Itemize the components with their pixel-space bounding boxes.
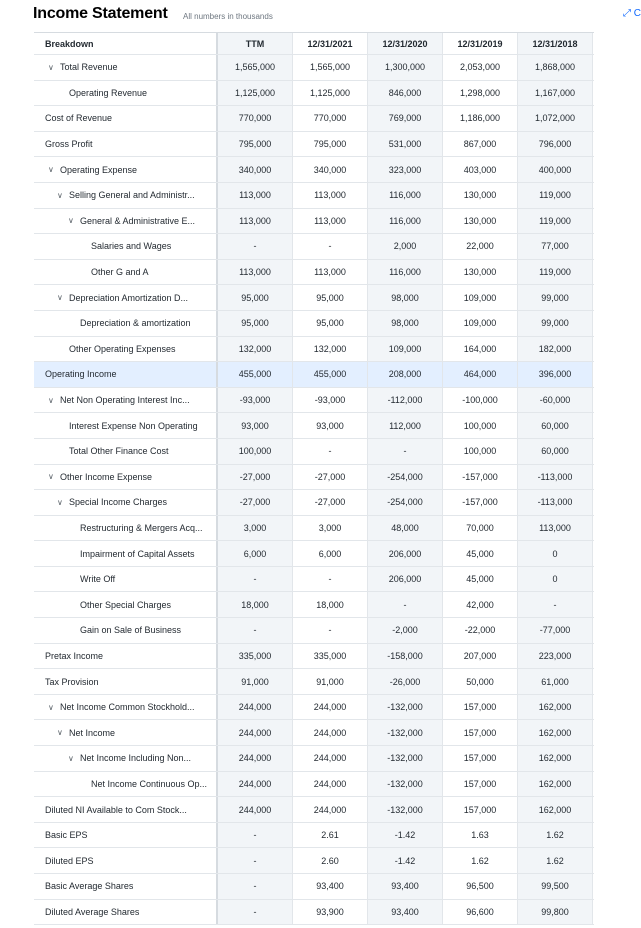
row-label-text: Gain on Sale of Business: [80, 625, 182, 636]
value-cell: 18,000: [218, 592, 293, 617]
value-cell: 2,000: [368, 234, 443, 259]
table-row: [34, 874, 594, 900]
row-label: [34, 439, 218, 464]
value-cell: 157,000: [443, 772, 518, 797]
value-cell: 208,000: [368, 362, 443, 387]
row-label-text: Diluted EPS: [45, 855, 94, 866]
value-cell: 162,000: [518, 695, 593, 720]
value-cell: 1,072,000: [518, 106, 593, 131]
value-cell: 22,000: [443, 234, 518, 259]
row-label-text: Tax Provision: [45, 676, 99, 687]
chevron-down-icon[interactable]: ∨: [68, 753, 74, 763]
value-cell: 162,000: [518, 746, 593, 771]
value-cell: 244,000: [218, 720, 293, 745]
row-label: [34, 823, 218, 848]
row-label-text: Cost of Revenue: [45, 113, 113, 124]
value-cell: -113,000: [518, 465, 593, 490]
value-cell: 244,000: [218, 797, 293, 822]
value-cell: 112,000: [368, 413, 443, 438]
value-cell: 1,298,000: [443, 81, 518, 106]
value-cell: 130,000: [443, 183, 518, 208]
value-cell: 1,565,000: [218, 55, 293, 80]
value-cell: 464,000: [443, 362, 518, 387]
value-cell: 1.62: [518, 848, 593, 873]
value-cell: 1.62: [443, 848, 518, 873]
value-cell: -26,000: [368, 669, 443, 694]
value-cell: 119,000: [518, 260, 593, 285]
value-cell: -113,000: [518, 490, 593, 515]
table-row: [34, 746, 594, 772]
value-cell: 6,000: [218, 541, 293, 566]
value-cell: 0: [518, 541, 593, 566]
value-cell: 99,800: [518, 900, 593, 925]
table-row: [34, 132, 594, 158]
value-cell: 867,000: [443, 132, 518, 157]
value-cell: 6,000: [293, 541, 368, 566]
value-cell: 0: [518, 567, 593, 592]
value-cell: 795,000: [218, 132, 293, 157]
row-label: [34, 337, 218, 362]
value-cell: 95,000: [218, 285, 293, 310]
table-row: [34, 823, 594, 849]
income-statement-table: [34, 32, 594, 925]
value-cell: 98,000: [368, 311, 443, 336]
row-label-text: Total Other Finance Cost: [69, 446, 169, 457]
value-cell: 244,000: [293, 797, 368, 822]
value-cell: -27,000: [293, 465, 368, 490]
row-label-expandable[interactable]: [34, 746, 218, 771]
value-cell: 340,000: [293, 157, 368, 182]
value-cell: 91,000: [293, 669, 368, 694]
row-label-text: Gross Profit: [45, 139, 93, 150]
value-cell: 206,000: [368, 541, 443, 566]
row-label-expandable[interactable]: [34, 490, 218, 515]
column-header-2021: 12/31/2021: [293, 33, 368, 54]
table-row: [34, 669, 594, 695]
value-cell: -1.42: [368, 823, 443, 848]
value-cell: -132,000: [368, 797, 443, 822]
value-cell: 109,000: [368, 337, 443, 362]
row-label-text: Write Off: [80, 574, 116, 585]
value-cell: -27,000: [218, 490, 293, 515]
value-cell: 244,000: [293, 746, 368, 771]
value-cell: -: [218, 234, 293, 259]
value-cell: -27,000: [218, 465, 293, 490]
chevron-down-icon[interactable]: ∨: [48, 702, 54, 712]
value-cell: 93,400: [368, 874, 443, 899]
value-cell: 162,000: [518, 797, 593, 822]
value-cell: 93,400: [368, 900, 443, 925]
table-row: [34, 157, 594, 183]
row-label: [34, 592, 218, 617]
table-row: [34, 592, 594, 618]
table-row: [34, 618, 594, 644]
value-cell: -132,000: [368, 772, 443, 797]
value-cell: -132,000: [368, 720, 443, 745]
row-label: [34, 669, 218, 694]
expand-all-button[interactable]: [623, 8, 641, 19]
value-cell: 93,000: [218, 413, 293, 438]
page-title: Income Statement: [33, 5, 168, 22]
row-label-text: Interest Expense Non Operating: [69, 420, 198, 431]
value-cell: -2,000: [368, 618, 443, 643]
value-cell: 113,000: [218, 209, 293, 234]
value-cell: 455,000: [218, 362, 293, 387]
table-row: [34, 388, 594, 414]
row-label: [34, 234, 218, 259]
units-note: All numbers in thousands: [183, 12, 273, 21]
row-label-text: Net Income Continuous Op...: [91, 778, 208, 789]
table-row: [34, 541, 594, 567]
row-label: [34, 413, 218, 438]
expand-all-label: C: [633, 8, 641, 19]
row-label: [34, 516, 218, 541]
value-cell: 96,500: [443, 874, 518, 899]
table-row: [34, 900, 594, 926]
value-cell: -: [368, 592, 443, 617]
value-cell: 130,000: [443, 209, 518, 234]
table-row: [34, 465, 594, 491]
value-cell: -: [368, 439, 443, 464]
value-cell: 531,000: [368, 132, 443, 157]
value-cell: 396,000: [518, 362, 593, 387]
row-label-text: Net Income Including Non...: [80, 753, 192, 764]
table-row: [34, 337, 594, 363]
value-cell: -: [293, 234, 368, 259]
value-cell: 113,000: [293, 209, 368, 234]
row-label-text: Pretax Income: [45, 650, 104, 661]
chevron-down-icon[interactable]: ∨: [57, 293, 63, 303]
value-cell: 796,000: [518, 132, 593, 157]
value-cell: -132,000: [368, 695, 443, 720]
value-cell: 91,000: [218, 669, 293, 694]
value-cell: 18,000: [293, 592, 368, 617]
row-label-text: Net Non Operating Interest Inc...: [60, 395, 190, 406]
row-label: [34, 132, 218, 157]
value-cell: 770,000: [218, 106, 293, 131]
row-label-text: Operating Income: [45, 369, 117, 380]
value-cell: 109,000: [443, 311, 518, 336]
chevron-down-icon[interactable]: ∨: [48, 62, 54, 72]
table-row: [34, 516, 594, 542]
chevron-down-icon[interactable]: ∨: [48, 472, 54, 482]
table-row: [34, 413, 594, 439]
value-cell: 244,000: [218, 772, 293, 797]
value-cell: 113,000: [518, 516, 593, 541]
value-cell: 93,000: [293, 413, 368, 438]
value-cell: 95,000: [293, 311, 368, 336]
value-cell: 1,125,000: [293, 81, 368, 106]
value-cell: 244,000: [218, 695, 293, 720]
value-cell: 132,000: [218, 337, 293, 362]
value-cell: 119,000: [518, 183, 593, 208]
value-cell: -: [293, 618, 368, 643]
value-cell: 99,000: [518, 311, 593, 336]
row-label: [34, 618, 218, 643]
value-cell: 98,000: [368, 285, 443, 310]
row-label: [34, 541, 218, 566]
value-cell: 335,000: [293, 644, 368, 669]
value-cell: -22,000: [443, 618, 518, 643]
value-cell: -: [293, 439, 368, 464]
value-cell: 132,000: [293, 337, 368, 362]
value-cell: -158,000: [368, 644, 443, 669]
value-cell: 1,868,000: [518, 55, 593, 80]
column-header-2020: 12/31/2020: [368, 33, 443, 54]
value-cell: 1,167,000: [518, 81, 593, 106]
value-cell: 113,000: [218, 260, 293, 285]
value-cell: -: [293, 567, 368, 592]
row-label-expandable[interactable]: [34, 465, 218, 490]
value-cell: 95,000: [218, 311, 293, 336]
row-label: [34, 848, 218, 873]
value-cell: 157,000: [443, 695, 518, 720]
value-cell: 99,500: [518, 874, 593, 899]
value-cell: 45,000: [443, 567, 518, 592]
value-cell: -: [218, 900, 293, 925]
value-cell: 93,900: [293, 900, 368, 925]
row-label: [34, 362, 218, 387]
value-cell: 2,053,000: [443, 55, 518, 80]
row-label-text: Basic EPS: [45, 830, 88, 841]
row-label-text: General & Administrative E...: [80, 215, 196, 226]
value-cell: -27,000: [293, 490, 368, 515]
table-row: [34, 848, 594, 874]
row-label: [34, 311, 218, 336]
value-cell: 96,600: [443, 900, 518, 925]
value-cell: 45,000: [443, 541, 518, 566]
value-cell: 70,000: [443, 516, 518, 541]
value-cell: 42,000: [443, 592, 518, 617]
value-cell: -: [218, 567, 293, 592]
column-header-2019: 12/31/2019: [443, 33, 518, 54]
value-cell: 1,186,000: [443, 106, 518, 131]
row-label: [34, 797, 218, 822]
row-label-expandable[interactable]: [34, 183, 218, 208]
table-header-row: [34, 33, 594, 55]
value-cell: 207,000: [443, 644, 518, 669]
row-label-expandable[interactable]: [34, 55, 218, 80]
row-label-text: Net Income Common Stockhold...: [60, 702, 195, 713]
value-cell: -254,000: [368, 465, 443, 490]
value-cell: 3,000: [218, 516, 293, 541]
row-label-text: Basic Average Shares: [45, 881, 134, 892]
row-label: [34, 772, 218, 797]
value-cell: 100,000: [443, 413, 518, 438]
row-label: [34, 900, 218, 925]
row-label-text: Other Special Charges: [80, 599, 172, 610]
value-cell: 50,000: [443, 669, 518, 694]
value-cell: 244,000: [293, 772, 368, 797]
table-row: [34, 439, 594, 465]
value-cell: 157,000: [443, 797, 518, 822]
row-label-expandable[interactable]: [34, 285, 218, 310]
value-cell: 770,000: [293, 106, 368, 131]
row-label-expandable[interactable]: [34, 720, 218, 745]
value-cell: 60,000: [518, 439, 593, 464]
row-label: [34, 644, 218, 669]
value-cell: 93,400: [293, 874, 368, 899]
page-header: [33, 0, 641, 33]
value-cell: 335,000: [218, 644, 293, 669]
row-label-text: Other G and A: [91, 267, 149, 278]
row-label-expandable[interactable]: [34, 388, 218, 413]
value-cell: -1.42: [368, 848, 443, 873]
row-label-text: Depreciation Amortization D...: [69, 292, 189, 303]
value-cell: 100,000: [218, 439, 293, 464]
value-cell: -: [518, 592, 593, 617]
value-cell: 1,125,000: [218, 81, 293, 106]
table-row: [34, 260, 594, 286]
value-cell: 223,000: [518, 644, 593, 669]
value-cell: 113,000: [293, 260, 368, 285]
value-cell: 2.61: [293, 823, 368, 848]
row-label: [34, 567, 218, 592]
value-cell: 162,000: [518, 772, 593, 797]
value-cell: 1,565,000: [293, 55, 368, 80]
row-label-text: Total Revenue: [60, 62, 118, 73]
value-cell: 164,000: [443, 337, 518, 362]
value-cell: 95,000: [293, 285, 368, 310]
table-row: [34, 81, 594, 107]
table-row: [34, 567, 594, 593]
value-cell: 1.62: [518, 823, 593, 848]
table-row: [34, 55, 594, 81]
table-row: [34, 490, 594, 516]
column-header-2018: 12/31/2018: [518, 33, 593, 54]
value-cell: 119,000: [518, 209, 593, 234]
row-label-text: Diluted NI Available to Com Stock...: [45, 804, 187, 815]
row-label: [34, 260, 218, 285]
value-cell: 3,000: [293, 516, 368, 541]
row-label-text: Diluted Average Shares: [45, 906, 140, 917]
value-cell: -: [218, 874, 293, 899]
value-cell: -132,000: [368, 746, 443, 771]
row-label-text: Salaries and Wages: [91, 241, 172, 252]
table-row: [34, 183, 594, 209]
value-cell: -157,000: [443, 465, 518, 490]
value-cell: 400,000: [518, 157, 593, 182]
value-cell: 113,000: [218, 183, 293, 208]
row-label-text: Restructuring & Mergers Acq...: [80, 522, 203, 533]
table-row: [34, 311, 594, 337]
row-label: [34, 81, 218, 106]
value-cell: -: [218, 618, 293, 643]
row-label: [34, 874, 218, 899]
value-cell: -254,000: [368, 490, 443, 515]
value-cell: 403,000: [443, 157, 518, 182]
value-cell: 2.60: [293, 848, 368, 873]
table-row: [34, 209, 594, 235]
value-cell: 162,000: [518, 720, 593, 745]
chevron-down-icon[interactable]: ∨: [57, 728, 63, 738]
row-label-text: Net Income: [69, 727, 116, 738]
table-row: [34, 644, 594, 670]
value-cell: 130,000: [443, 260, 518, 285]
row-label-expandable[interactable]: [34, 209, 218, 234]
value-cell: -100,000: [443, 388, 518, 413]
value-cell: -60,000: [518, 388, 593, 413]
value-cell: 157,000: [443, 746, 518, 771]
chevron-down-icon[interactable]: ∨: [48, 165, 54, 175]
chevron-down-icon[interactable]: ∨: [48, 395, 54, 405]
value-cell: -: [218, 848, 293, 873]
chevron-down-icon[interactable]: ∨: [57, 497, 63, 507]
value-cell: 113,000: [293, 183, 368, 208]
expand-arrows-icon: ⤢: [622, 8, 631, 19]
value-cell: 244,000: [218, 746, 293, 771]
value-cell: 846,000: [368, 81, 443, 106]
row-label-text: Operating Revenue: [69, 87, 148, 98]
row-label-expandable[interactable]: [34, 695, 218, 720]
value-cell: 244,000: [293, 720, 368, 745]
table-row: [34, 720, 594, 746]
value-cell: 244,000: [293, 695, 368, 720]
table-row: [34, 797, 594, 823]
table-row: [34, 362, 594, 388]
table-row: [34, 772, 594, 798]
value-cell: 769,000: [368, 106, 443, 131]
value-cell: -: [218, 823, 293, 848]
value-cell: 1.63: [443, 823, 518, 848]
table-row: [34, 106, 594, 132]
value-cell: 77,000: [518, 234, 593, 259]
value-cell: 61,000: [518, 669, 593, 694]
value-cell: 116,000: [368, 260, 443, 285]
row-label-text: Selling General and Administr...: [69, 190, 195, 201]
value-cell: 109,000: [443, 285, 518, 310]
column-header-ttm: TTM: [218, 33, 293, 54]
value-cell: 60,000: [518, 413, 593, 438]
value-cell: 340,000: [218, 157, 293, 182]
row-label-text: Other Operating Expenses: [69, 343, 176, 354]
row-label-text: Operating Expense: [60, 164, 138, 175]
value-cell: 157,000: [443, 720, 518, 745]
value-cell: 455,000: [293, 362, 368, 387]
value-cell: 116,000: [368, 183, 443, 208]
value-cell: 795,000: [293, 132, 368, 157]
table-row: [34, 234, 594, 260]
chevron-down-icon[interactable]: ∨: [68, 216, 74, 226]
row-label-text: Depreciation & amortization: [80, 318, 191, 329]
row-label-expandable[interactable]: [34, 157, 218, 182]
row-label-text: Other Income Expense: [60, 471, 153, 482]
value-cell: 182,000: [518, 337, 593, 362]
value-cell: 48,000: [368, 516, 443, 541]
row-label: [34, 106, 218, 131]
value-cell: -77,000: [518, 618, 593, 643]
value-cell: -112,000: [368, 388, 443, 413]
row-label-text: Special Income Charges: [69, 497, 168, 508]
value-cell: 1,300,000: [368, 55, 443, 80]
value-cell: 323,000: [368, 157, 443, 182]
value-cell: 100,000: [443, 439, 518, 464]
table-row: [34, 695, 594, 721]
chevron-down-icon[interactable]: ∨: [57, 190, 63, 200]
value-cell: -93,000: [293, 388, 368, 413]
value-cell: -157,000: [443, 490, 518, 515]
value-cell: 206,000: [368, 567, 443, 592]
value-cell: 99,000: [518, 285, 593, 310]
value-cell: 116,000: [368, 209, 443, 234]
value-cell: -93,000: [218, 388, 293, 413]
row-label-text: Impairment of Capital Assets: [80, 548, 195, 559]
table-row: [34, 285, 594, 311]
column-header-breakdown: Breakdown: [34, 33, 218, 54]
